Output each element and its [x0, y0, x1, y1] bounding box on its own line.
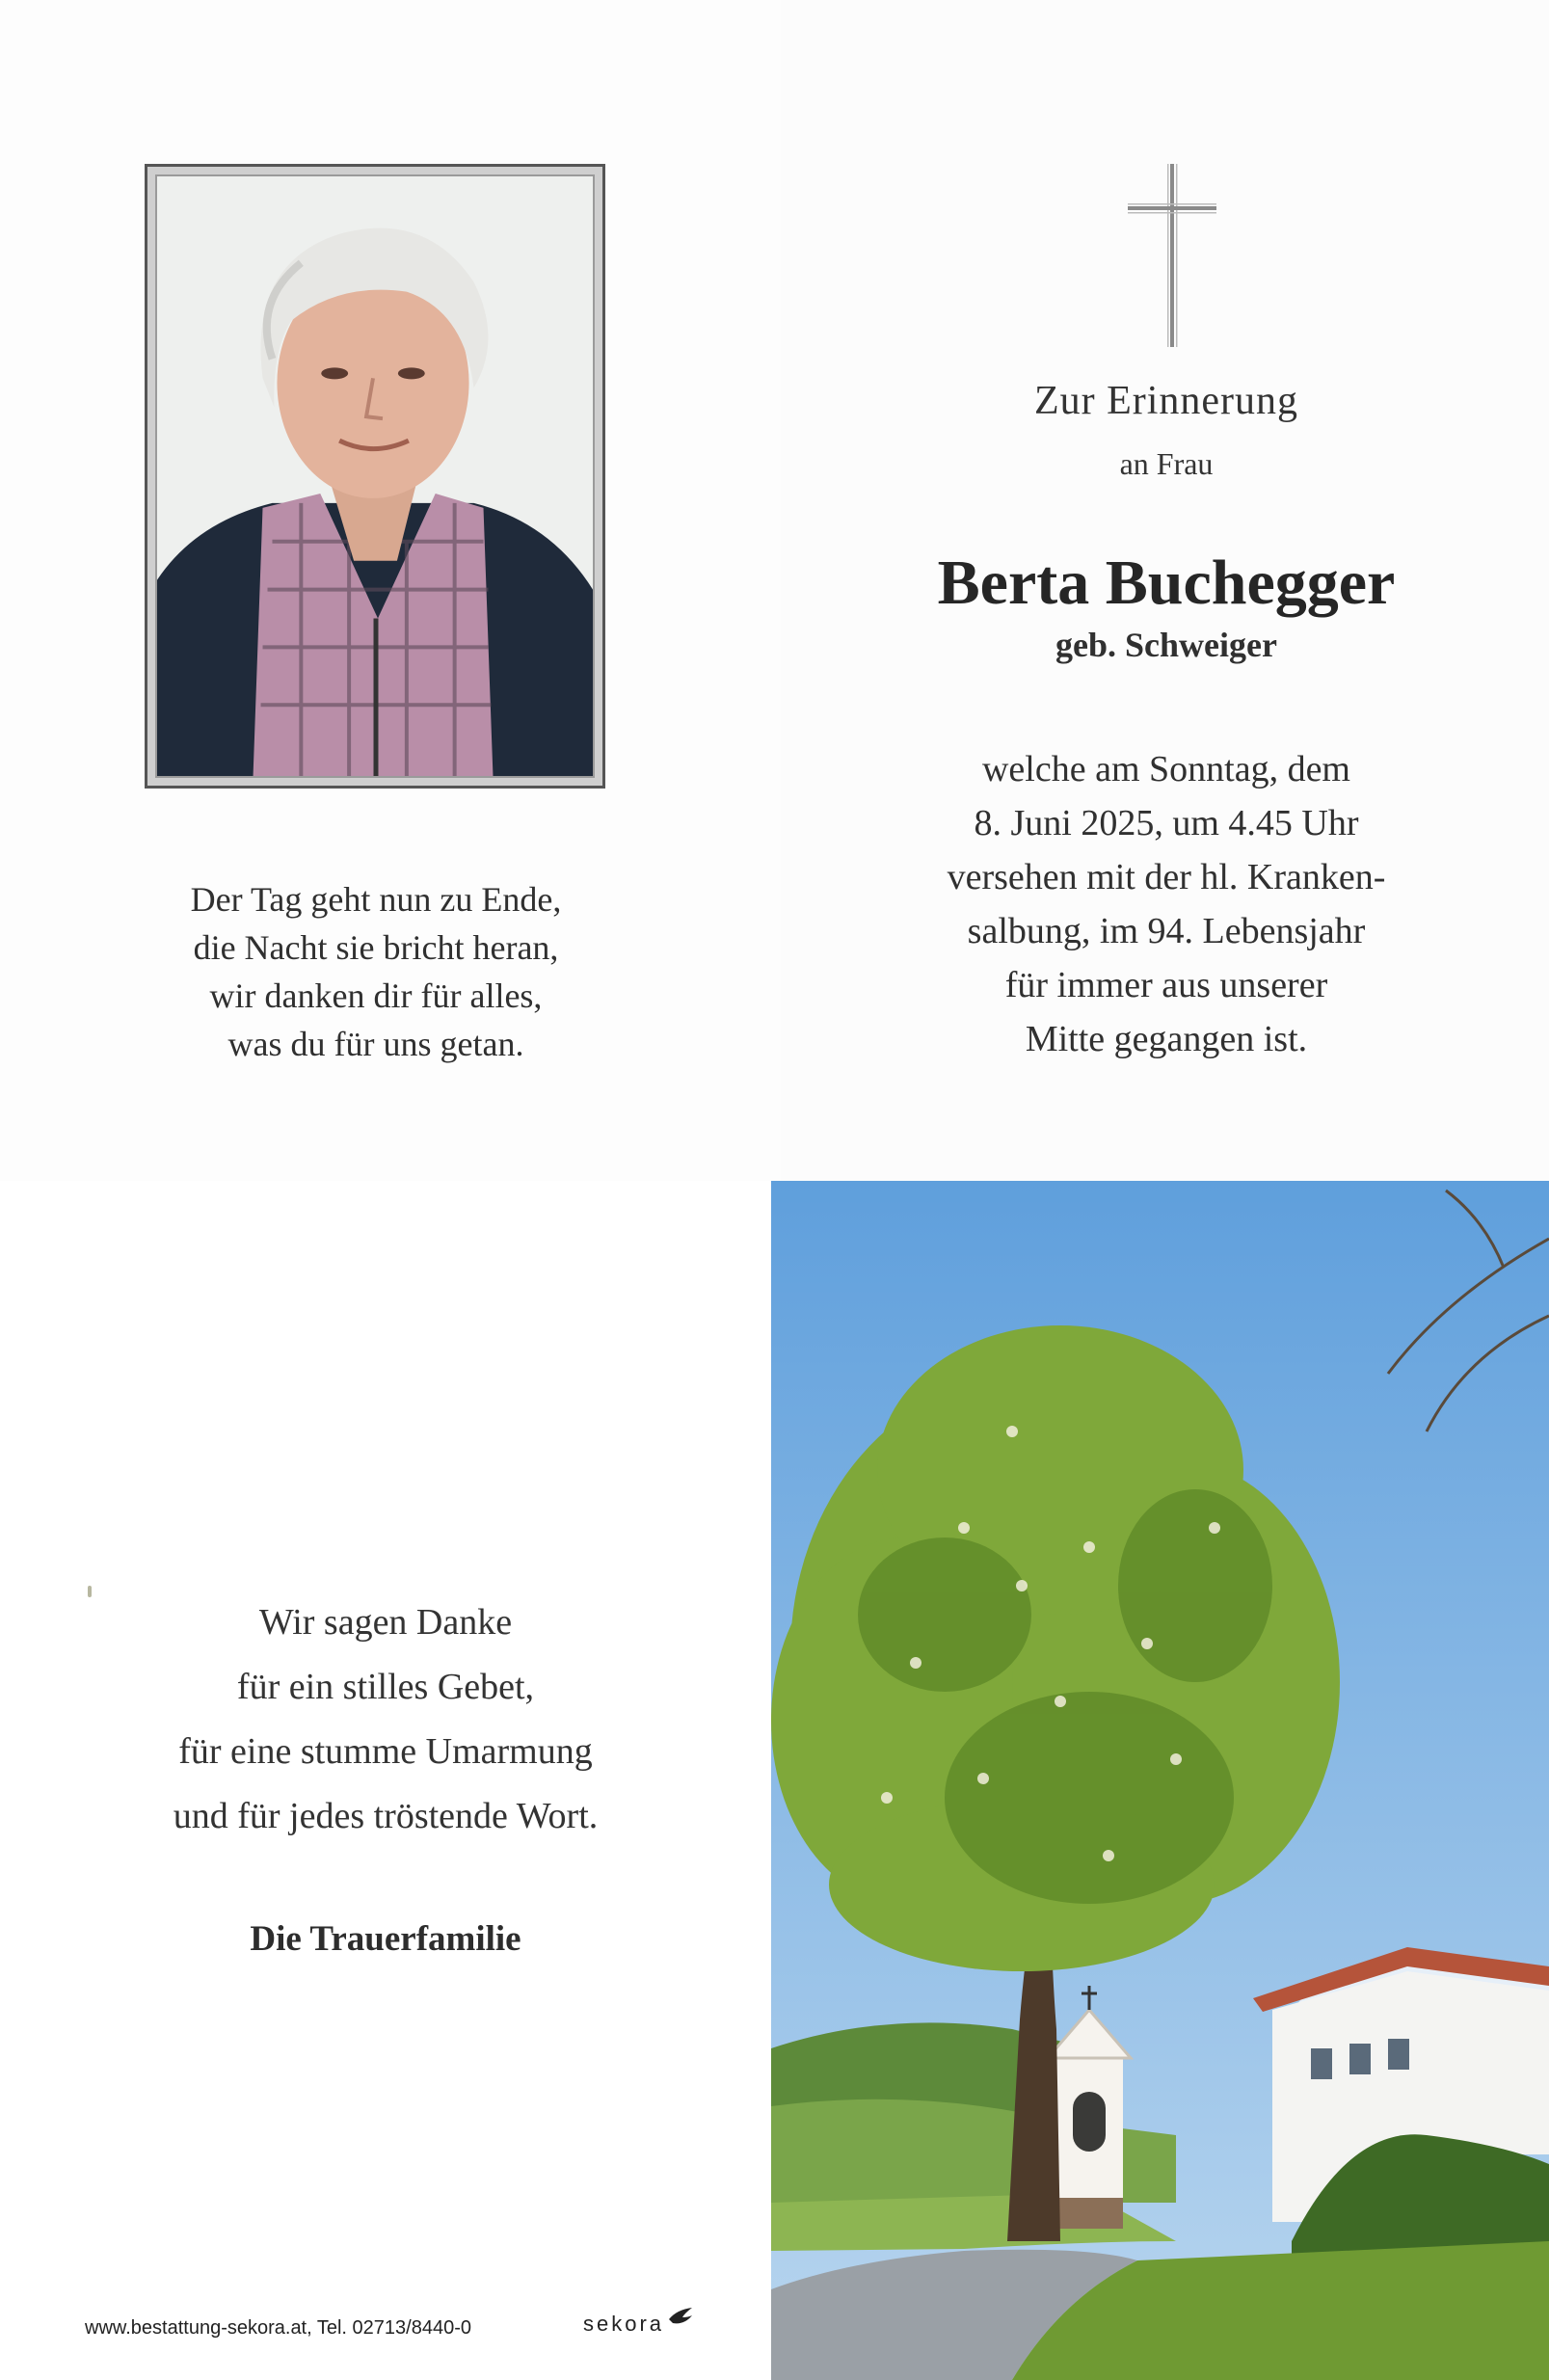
verse-line: was du für uns getan.: [227, 1025, 524, 1063]
funeral-home-logo: sekora: [583, 2312, 665, 2336]
footer-contact: www.bestattung-sekora.at, Tel. 02713/8440-0: [85, 2317, 471, 2339]
verse-line: die Nacht sie bricht heran,: [193, 928, 559, 967]
death-line: salbung, im 94. Lebensjahr: [967, 911, 1366, 951]
thanks-text: [0, 1591, 771, 1849]
thanks-line: Wir sagen Danke: [258, 1602, 513, 1643]
thanks-line: für ein stilles Gebet,: [236, 1667, 535, 1707]
salutation: an Frau: [1119, 446, 1214, 481]
memory-title: Zur Erinnerung: [1033, 379, 1299, 423]
thanks-line: für eine stumme Umarmung: [178, 1731, 593, 1772]
thanks-line: und für jedes tröstende Wort.: [173, 1796, 599, 1836]
portrait-panel: [0, 0, 781, 1181]
death-line: für immer aus unserer: [1004, 965, 1328, 1005]
cross-icon: [1128, 164, 1216, 347]
landscape-image: [771, 1181, 1549, 2380]
verse: [0, 875, 752, 1068]
bird-icon: [667, 2306, 694, 2327]
deceased-name: Berta Buchegger: [937, 548, 1396, 618]
death-notice: [829, 742, 1504, 1066]
verse-line: wir danken dir für alles,: [209, 976, 543, 1015]
death-line: Mitte gegangen ist.: [1025, 1019, 1308, 1059]
maiden-name: geb. Schweiger: [1055, 626, 1277, 664]
verse-line: Der Tag geht nun zu Ende,: [190, 880, 562, 919]
death-line: versehen mit der hl. Kranken-: [947, 857, 1386, 897]
death-line: welche am Sonntag, dem: [981, 749, 1350, 789]
landscape-photo: [771, 1181, 1549, 2380]
signature: Die Trauerfamilie: [250, 1919, 521, 1959]
portrait-frame: [145, 164, 605, 789]
portrait-photo: [155, 174, 595, 778]
death-line: 8. Juni 2025, um 4.45 Uhr: [974, 803, 1359, 843]
portrait-image: [157, 176, 593, 776]
